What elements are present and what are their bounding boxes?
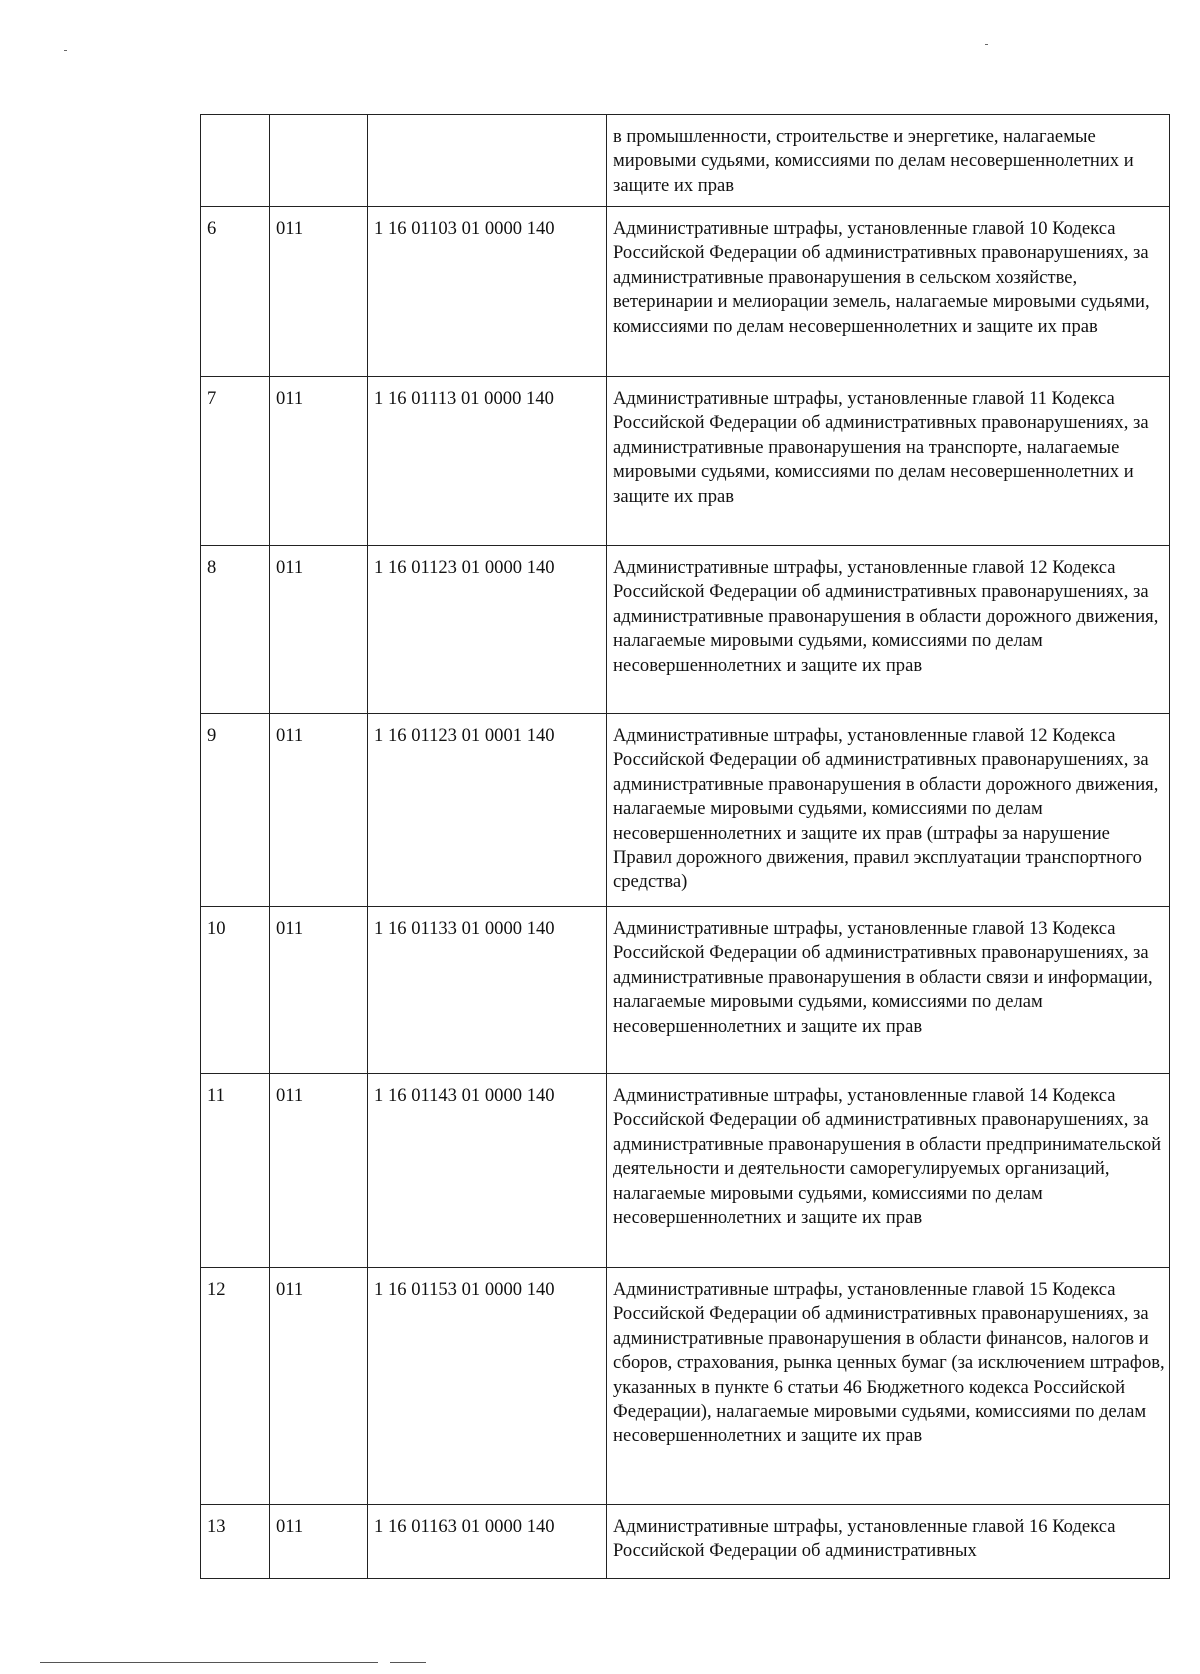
scan-edge-line xyxy=(336,1662,378,1663)
scan-edge-line xyxy=(390,1662,426,1663)
description-cell: Административные штрафы, установленные главой 15 Кодекса Российской Федерации об административных правонарушениях, за административные правонарушения в области финансов, налогов и сборов, страхования, рынка ценных бумаг (за исключением штрафов, указанных в пункте 6 статьи 46 Бюджетного кодекса Российской Федерации), налагаемые мировыми судьями, комиссиями по делам несовершеннолетних и защите их прав xyxy=(607,1268,1170,1505)
table-row xyxy=(201,1268,1170,1505)
budget-code-cell: 1 16 01123 01 0001 140 xyxy=(368,714,607,907)
admin-code-cell: 011 xyxy=(270,714,368,907)
row-number-cell: 7 xyxy=(201,377,270,546)
budget-code-cell: 1 16 01113 01 0000 140 xyxy=(368,377,607,546)
table-row xyxy=(201,207,1170,377)
description-cell: в промышленности, строительстве и энергетике, налагаемые мировыми судьями, комиссиями по делам несовершеннолетних и защите их прав xyxy=(607,115,1170,207)
budget-code-cell: 1 16 01143 01 0000 140 xyxy=(368,1074,607,1268)
description-cell: Административные штрафы, установленные главой 10 Кодекса Российской Федерации об административных правонарушениях, за административные правонарушения в сельском хозяйстве, ветеринарии и мелиорации земель, налагаемые мировыми судьями, комиссиями по делам несовершеннолетних и защите их прав xyxy=(607,207,1170,377)
table-row xyxy=(201,115,1170,207)
scan-speck xyxy=(985,44,988,45)
admin-code-cell: 011 xyxy=(270,377,368,546)
admin-code-cell: 011 xyxy=(270,546,368,714)
row-number-cell: 10 xyxy=(201,907,270,1074)
table-row xyxy=(201,377,1170,546)
scan-edge-line xyxy=(40,1662,336,1663)
row-number-cell: 6 xyxy=(201,207,270,377)
row-number-cell xyxy=(201,115,270,207)
table-row xyxy=(201,907,1170,1074)
description-cell: Административные штрафы, установленные главой 13 Кодекса Российской Федерации об административных правонарушениях, за административные правонарушения в области связи и информации, налагаемые мировыми судьями, комиссиями по делам несовершеннолетних и защите их прав xyxy=(607,907,1170,1074)
description-cell: Административные штрафы, установленные главой 11 Кодекса Российской Федерации об административных правонарушениях, за административные правонарушения на транспорте, налагаемые мировыми судьями, комиссиями по делам несовершеннолетних и защите их прав xyxy=(607,377,1170,546)
budget-code-cell: 1 16 01163 01 0000 140 xyxy=(368,1505,607,1579)
admin-code-cell: 011 xyxy=(270,207,368,377)
budget-code-cell xyxy=(368,115,607,207)
admin-code-cell xyxy=(270,115,368,207)
row-number-cell: 11 xyxy=(201,1074,270,1268)
description-cell: Административные штрафы, установленные главой 14 Кодекса Российской Федерации об административных правонарушениях, за административные правонарушения в области предпринимательской деятельности и деятельности саморегулируемых организаций, налагаемые мировыми судьями, комиссиями по делам несовершеннолетних и защите их прав xyxy=(607,1074,1170,1268)
row-number-cell: 13 xyxy=(201,1505,270,1579)
description-cell: Административные штрафы, установленные главой 12 Кодекса Российской Федерации об административных правонарушениях, за административные правонарушения в области дорожного движения, налагаемые мировыми судьями, комиссиями по делам несовершеннолетних и защите их прав (штрафы за нарушение Правил дорожного движения, правил эксплуатации транспортного средства) xyxy=(607,714,1170,907)
table-row xyxy=(201,1505,1170,1579)
table-row xyxy=(201,546,1170,714)
scan-speck xyxy=(64,50,67,51)
budget-code-cell: 1 16 01123 01 0000 140 xyxy=(368,546,607,714)
budget-code-cell: 1 16 01103 01 0000 140 xyxy=(368,207,607,377)
description-cell: Административные штрафы, установленные главой 16 Кодекса Российской Федерации об административных xyxy=(607,1505,1170,1579)
row-number-cell: 8 xyxy=(201,546,270,714)
row-number-cell: 9 xyxy=(201,714,270,907)
table-row xyxy=(201,1074,1170,1268)
budget-code-cell: 1 16 01153 01 0000 140 xyxy=(368,1268,607,1505)
row-number-cell: 12 xyxy=(201,1268,270,1505)
admin-code-cell: 011 xyxy=(270,1268,368,1505)
description-cell: Административные штрафы, установленные главой 12 Кодекса Российской Федерации об административных правонарушениях, за административные правонарушения в области дорожного движения, налагаемые мировыми судьями, комиссиями по делам несовершеннолетних и защите их прав xyxy=(607,546,1170,714)
budget-code-cell: 1 16 01133 01 0000 140 xyxy=(368,907,607,1074)
table-row xyxy=(201,714,1170,907)
admin-code-cell: 011 xyxy=(270,907,368,1074)
admin-code-cell: 011 xyxy=(270,1505,368,1579)
admin-code-cell: 011 xyxy=(270,1074,368,1268)
fees-table xyxy=(200,114,1170,1579)
